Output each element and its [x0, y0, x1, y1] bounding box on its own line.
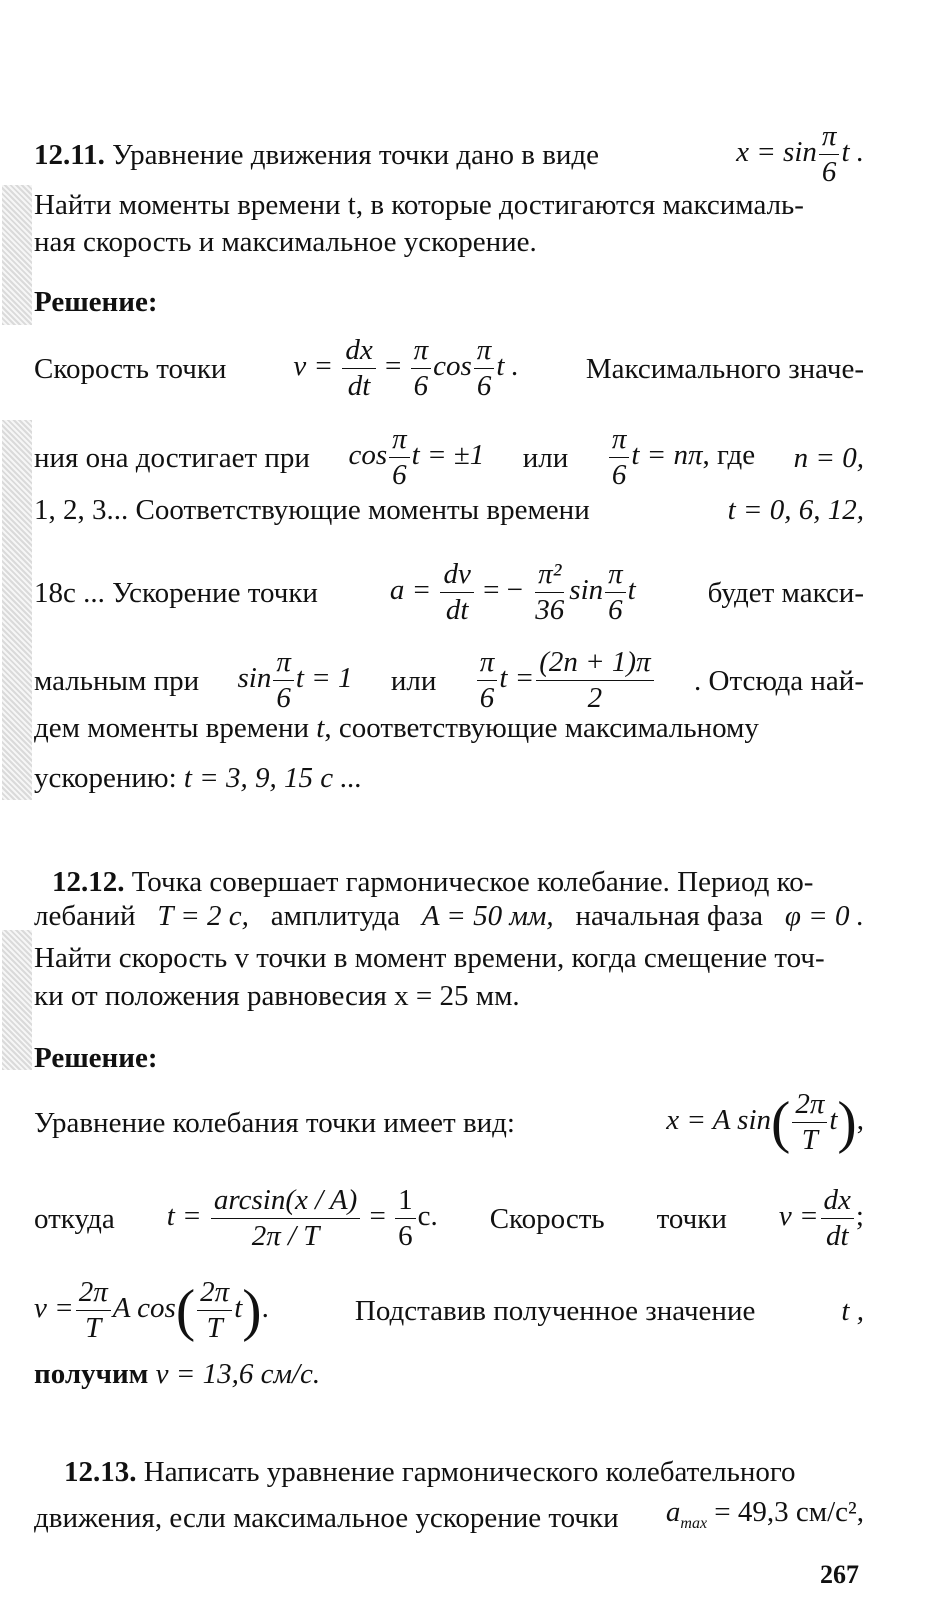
p2-line-8: v = $\frac{2\pi}{T}$ A cos( $\frac{2\pi}{T}$ t). Подставив полученное значение t ,: [34, 1276, 864, 1344]
p1-line-1: 12.11. Уравнение движения точки дано в виде x = sin $\frac{\pi}{6}$ t .: [34, 120, 864, 188]
p2-line-1: 12.12. Точка совершает гармоническое колебание. Период ко-: [52, 866, 814, 898]
equation: x = sin $\frac{\pi}{6}$ t .: [736, 120, 864, 188]
scan-artifact: [2, 185, 32, 325]
p1-line-6: ния она достигает при cos $\frac{\pi}{6}$ t = ±1 или $\frac{\pi}{6}$ t = nπ, где n = 0,: [34, 423, 864, 491]
p3-line-2: движения, если максимальное ускорение точки $a_{max} = 49,3$ см/с²,: [34, 1496, 864, 1534]
p3-line-1: 12.13. Написать уравнение гармонического колебательного: [64, 1456, 796, 1488]
scan-artifact: [2, 420, 32, 800]
problem-number: 12.13.: [64, 1456, 137, 1488]
p1-line-2: Найти моменты времени t, в которые достигаются максималь-: [34, 189, 804, 221]
p1-line-11: ускорению: t = 3, 9, 15 с ...: [34, 762, 363, 794]
solution-heading: Решение:: [34, 1042, 158, 1074]
p2-line-9: получим v = 13,6 см/с.: [34, 1358, 321, 1390]
p2-line-4: ки от положения равновесия x = 25 мм.: [34, 980, 520, 1012]
solution-heading: Решение:: [34, 286, 158, 318]
p2-line-7: откуда t = $\frac{\arcsin(x / A)}{2\pi / T}$ = $\frac{1}{6}$ с. Скорость точки v = $\frac{dx}{dt}$ ;: [34, 1184, 864, 1252]
problem-number: 12.12.: [52, 866, 125, 898]
p2-line-3: Найти скорость v точки в момент времени, когда смещение точ-: [34, 942, 825, 974]
scan-artifact: [2, 930, 32, 1070]
p1-line-9: мальным при sin $\frac{\pi}{6}$ t = 1 или $\frac{\pi}{6}$ t = $\frac{(2n + 1)\pi}{2}$ . Отсюда най-: [34, 646, 864, 714]
p1-line-7: 1, 2, 3... Соответствующие моменты времени t = 0, 6, 12,: [34, 494, 864, 526]
p1-line-10: дем моменты времени t, соответствующие максимальному: [34, 712, 759, 744]
problem-number: 12.11.: [34, 138, 105, 171]
page-number: 267: [820, 1560, 859, 1589]
p1-line-3: ная скорость и максимальное ускорение.: [34, 226, 537, 258]
p2-line-6: Уравнение колебания точки имеет вид: x = A sin( $\frac{2\pi}{T}$ t),: [34, 1088, 864, 1156]
p1-line-5: Скорость точки v = $\frac{dx}{dt}$ = $\frac{\pi}{6}$ cos $\frac{\pi}{6}$ t . Максимального значе-: [34, 334, 864, 402]
p2-line-2: лебаний T = 2 с, амплитуда A = 50 мм, начальная фаза φ = 0 .: [34, 900, 864, 932]
p1-line-8: 18с ... Ускорение точки a = $\frac{dv}{dt}$ = − $\frac{\text{π²}}{36}$ sin $\frac{\pi}{6}$ t будет макси-: [34, 558, 864, 626]
